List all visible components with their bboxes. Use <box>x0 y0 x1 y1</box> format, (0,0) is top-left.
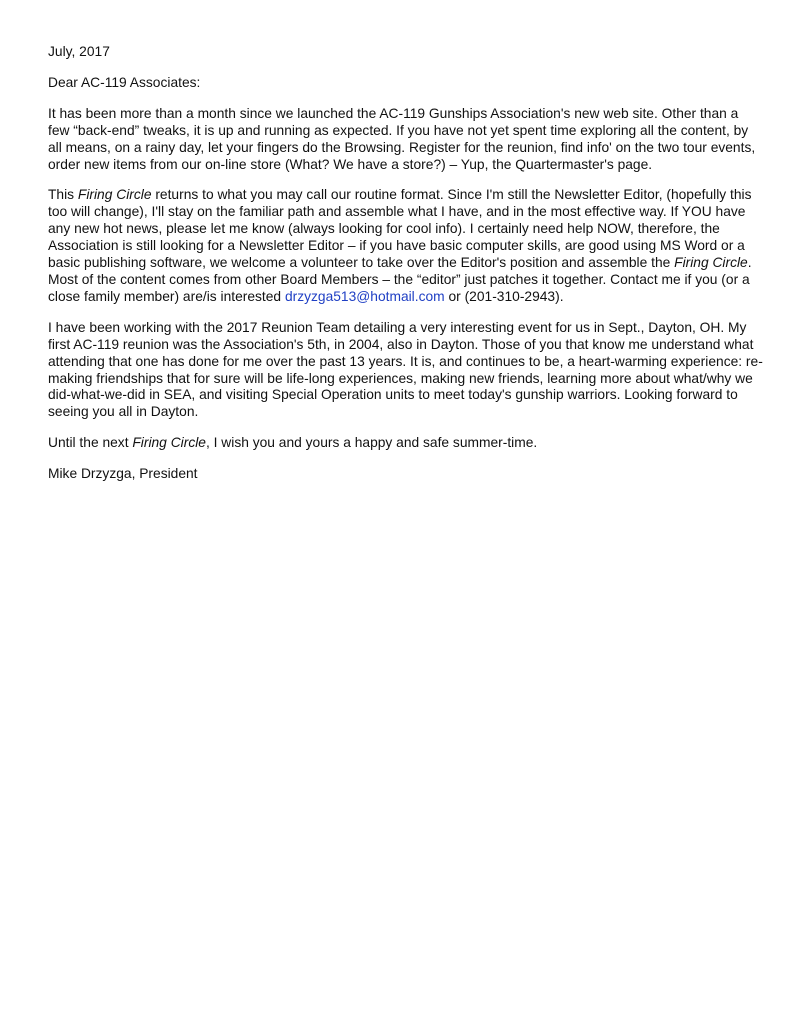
paragraph-text: . Most of the content comes from other Board Members – the “editor” just patches it together. Contact me if you (or a close family member) are/is interested <box>48 255 752 304</box>
letter-page <box>48 44 763 497</box>
paragraph-text: returns to what you may call our routine format. Since I'm still the Newsletter Editor, (hopefully this too will change), I'll stay on the familiar path and assemble what I have, and in the most effective way. If YOU have any new hot news, please let me know (always looking for cool info). I certainly need help NOW, therefore, the Association is still looking for a Newsletter Editor – if you have basic computer skills, are good using MS Word or a basic publishing software, we welcome a volunteer to take over the Editor's position and assemble the <box>48 187 752 271</box>
paragraph-text: This <box>48 187 78 203</box>
paragraph-text: , I wish you and yours a happy and safe summer-time. <box>205 435 538 451</box>
paragraph-reunion: I have been working with the 2017 Reunion Team detailing a very interesting event for us in Sept., Dayton, OH. My first AC-119 reunion was the Association's 5th, in 2004, also in Dayton. Those of you that know me understand what attending that one has done for me over the past 13 years. It is, and continues to be, a heart-warming experience: re-making friendships that for sure will be life-long experiences, making new friends, learning more about what/why we did-what-we-did in SEA, and visiting Special Operation units to meet today's gunship warriors. Looking forward to seeing you all in Dayton. <box>48 319 763 420</box>
paragraph-closing <box>48 435 763 452</box>
letter-greeting: Dear AC-119 Associates: <box>48 74 201 90</box>
firing-circle-title: Firing Circle <box>674 255 748 271</box>
firing-circle-title: Firing Circle <box>132 435 206 451</box>
email-link[interactable]: drzyzga513@hotmail.com <box>284 288 445 304</box>
paragraph-text: Until the next <box>48 435 133 451</box>
paragraph-website-launch: It has been more than a month since we launched the AC-119 Gunships Association's new web site. Other than a few “back-end” tweaks, it is up and running as expected. If you have not yet spent time exploring all the content, by all means, on a rainy day, let your fingers do the Browsing. Register for the reunion, find info' on the two tour events, order new items from our on-line store (What? We have a store?) – Yup, the Quartermaster's page. <box>48 105 756 172</box>
letter-date: July, 2017 <box>48 44 110 59</box>
paragraph-text: or (201-310-2943). <box>444 288 564 304</box>
signature: Mike Drzyzga, President <box>48 466 198 482</box>
firing-circle-title: Firing Circle <box>77 187 152 203</box>
paragraph-newsletter-editor <box>48 187 763 305</box>
